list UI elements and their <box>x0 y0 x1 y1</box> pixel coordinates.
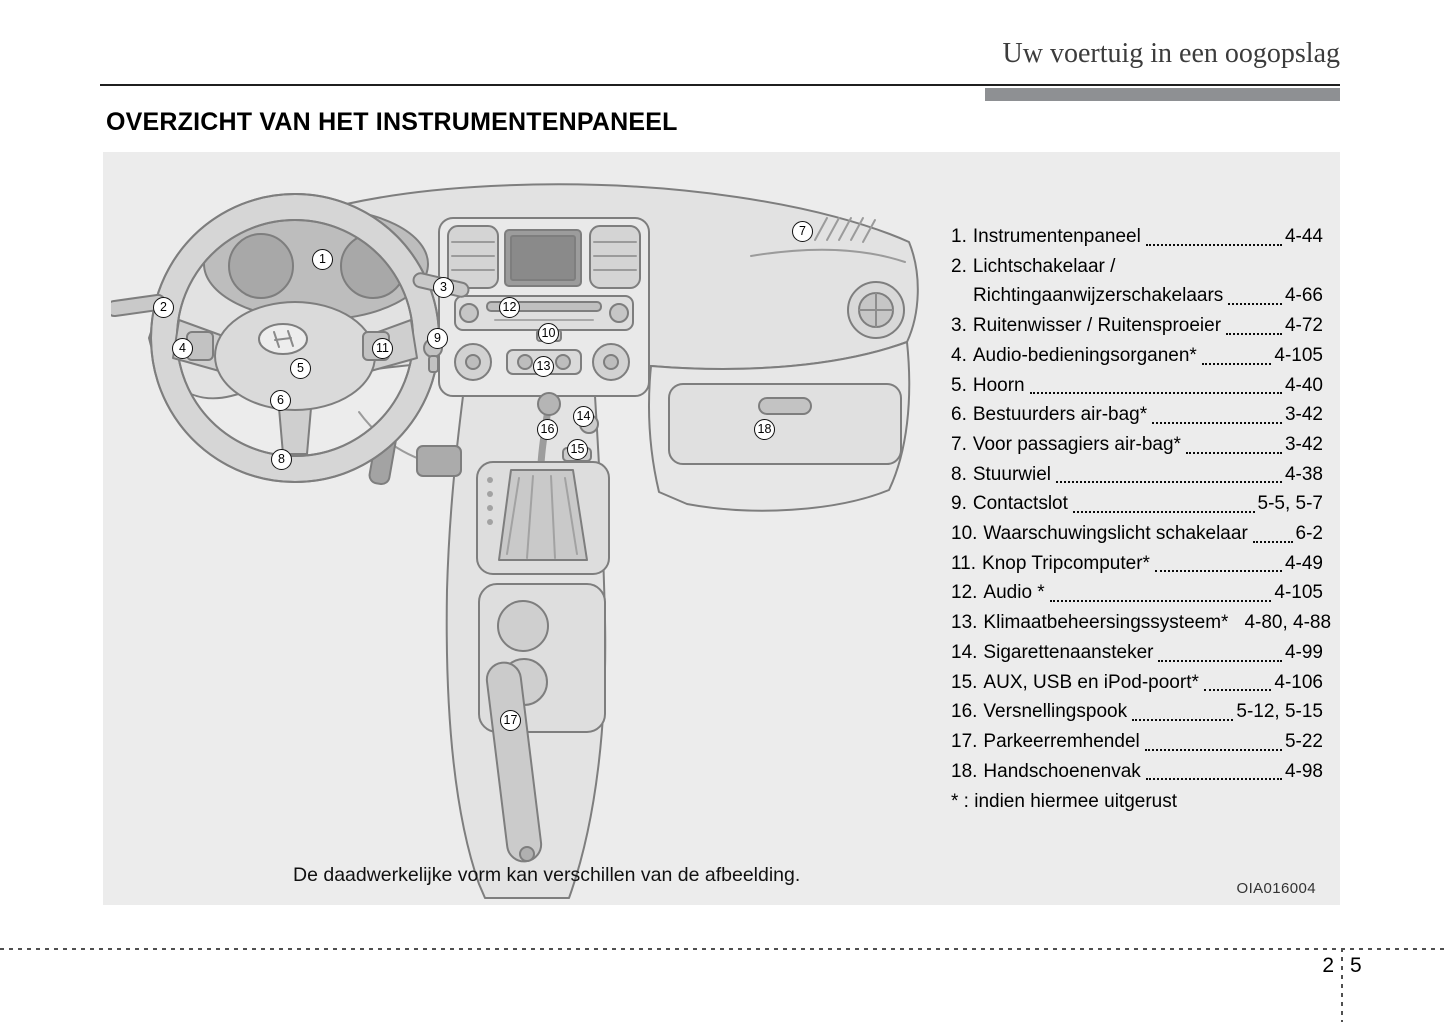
legend-label: Sigarettenaansteker <box>983 641 1154 663</box>
legend-leader <box>1233 630 1241 632</box>
legend-label: Waarschuwingslicht schakelaar <box>983 523 1248 545</box>
legend-number: 13. <box>951 612 978 634</box>
legend-leader <box>1132 719 1233 721</box>
legend-item <box>951 222 1323 252</box>
header-rule <box>100 84 1340 86</box>
legend-page-ref: 3-42 <box>1284 433 1323 455</box>
legend-page-ref: 4-40 <box>1284 374 1323 396</box>
callout-13: 13 <box>533 356 554 377</box>
legend-number: 5. <box>951 374 967 396</box>
figure-panel <box>103 152 1340 905</box>
legend-page-ref: 4-105 <box>1274 344 1323 366</box>
legend-label: Audio-bedieningsorganen* <box>972 344 1197 366</box>
dashboard-diagram <box>111 160 951 900</box>
legend-item <box>951 311 1323 341</box>
legend-item <box>951 460 1323 490</box>
legend-leader <box>1202 363 1272 365</box>
legend-label: Bestuurders air-bag* <box>972 404 1148 426</box>
legend-label: Knop Tripcomputer* <box>982 552 1150 574</box>
legend-label: Lichtschakelaar / <box>972 255 1116 277</box>
callout-4: 4 <box>172 338 193 359</box>
legend-line <box>951 400 1323 430</box>
legend-page-ref: 4-38 <box>1284 463 1323 485</box>
legend-page-ref: 4-66 <box>1284 285 1323 307</box>
glove-box-handle <box>759 398 811 414</box>
legend-leader <box>1073 511 1255 513</box>
legend-line <box>951 727 1323 757</box>
legend-item <box>951 400 1323 430</box>
legend-number: 1. <box>951 226 967 247</box>
callout-11: 11 <box>372 338 393 359</box>
callout-3: 3 <box>433 277 454 298</box>
legend-label: Klimaatbeheersingssysteem* <box>983 612 1229 634</box>
page-title: OVERZICHT VAN HET INSTRUMENTENPANEEL <box>106 108 678 136</box>
legend-item <box>951 252 1323 311</box>
legend-page-ref: 4-105 <box>1274 582 1323 604</box>
legend-label: Voor passagiers air-bag* <box>972 433 1181 455</box>
legend-page-ref: 5-5, 5-7 <box>1257 493 1323 515</box>
legend-item <box>951 578 1323 608</box>
legend-number: 15. <box>951 671 978 693</box>
legend-leader <box>1253 541 1293 543</box>
legend-label: Audio * <box>983 582 1045 604</box>
legend-line <box>951 578 1323 608</box>
callout-8: 8 <box>271 449 292 470</box>
legend-leader <box>1145 749 1282 751</box>
callout-5: 5 <box>290 358 311 379</box>
legend-page-ref: 4-49 <box>1284 552 1323 574</box>
callout-2: 2 <box>153 297 174 318</box>
legend-page-ref: 4-72 <box>1284 315 1323 337</box>
legend-label: Richtingaanwijzerschakelaars <box>973 285 1224 307</box>
legend-leader <box>1056 481 1282 483</box>
legend-line <box>951 281 1323 311</box>
callout-10: 10 <box>538 323 559 344</box>
callout-7: 7 <box>792 221 813 242</box>
legend-item <box>951 757 1323 787</box>
legend-item <box>951 697 1323 727</box>
legend-leader <box>1186 452 1282 454</box>
wheel-spoke-bottom <box>279 408 311 454</box>
callout-1: 1 <box>312 249 333 270</box>
legend-number: 18. <box>951 760 978 782</box>
legend-line <box>951 668 1323 698</box>
dashboard-line-art <box>111 160 951 900</box>
legend-label: Stuurwiel <box>972 463 1052 485</box>
callout-15: 15 <box>567 439 588 460</box>
callout-14: 14 <box>573 406 594 427</box>
legend-page-ref: 4-80, 4-88 <box>1244 612 1332 634</box>
legend-line <box>951 519 1323 549</box>
legend-label: Hoorn <box>972 374 1025 396</box>
legend-item <box>951 341 1323 371</box>
legend-page-ref: 3-42 <box>1284 404 1323 426</box>
legend-line <box>951 371 1323 401</box>
legend-label: Parkeerremhendel <box>983 730 1140 752</box>
legend-line <box>951 222 1323 252</box>
wheel-hub <box>215 302 375 410</box>
legend-leader <box>1228 303 1282 305</box>
callout-16: 16 <box>537 419 558 440</box>
legend-page-ref: 4-44 <box>1284 226 1323 247</box>
callout-18: 18 <box>754 419 775 440</box>
legend-leader <box>1155 570 1282 572</box>
legend-page-ref: 4-106 <box>1274 671 1323 693</box>
callout-17: 17 <box>500 710 521 731</box>
legend-number: 14. <box>951 641 978 663</box>
legend-line <box>951 638 1323 668</box>
legend-leader <box>1226 333 1282 335</box>
legend-line <box>951 549 1323 579</box>
legend-leader <box>1146 778 1282 780</box>
legend-leader <box>1158 660 1281 662</box>
legend-label: Ruitenwisser / Ruitensproeier <box>972 315 1222 337</box>
legend-line <box>951 341 1323 371</box>
legend-line <box>951 697 1323 727</box>
figure-caption: De daadwerkelijke vorm kan verschillen van de afbeelding. <box>293 864 801 886</box>
glove-box <box>669 384 901 464</box>
legend-line <box>951 252 1323 282</box>
legend-label: Instrumentenpaneel <box>972 226 1141 247</box>
legend-list <box>951 222 1332 786</box>
legend-number: 11. <box>951 552 977 574</box>
legend-item <box>951 371 1323 401</box>
callout-12: 12 <box>499 297 520 318</box>
legend-line <box>951 608 1332 638</box>
legend-leader <box>1050 600 1272 602</box>
legend-page-ref: 5-22 <box>1284 730 1323 752</box>
page-number-divider <box>1341 948 1343 1022</box>
callout-9: 9 <box>427 328 448 349</box>
legend-number: 9. <box>951 493 967 515</box>
legend-label: Versnellingspook <box>983 701 1128 723</box>
legend-number: 4. <box>951 344 967 366</box>
legend-line <box>951 757 1323 787</box>
callout-6: 6 <box>270 390 291 411</box>
legend-line <box>951 430 1323 460</box>
legend-number: 3. <box>951 315 967 337</box>
legend-leader <box>1204 689 1272 691</box>
chapter-header: Uw voertuig in een oogopslag <box>1002 38 1340 69</box>
legend-item <box>951 519 1323 549</box>
legend-line <box>951 460 1323 490</box>
legend-label: Handschoenenvak <box>983 760 1141 782</box>
hyundai-logo-icon <box>259 324 307 354</box>
legend-page-ref: 6-2 <box>1295 523 1323 545</box>
legend-item <box>951 608 1332 638</box>
legend-item <box>951 430 1323 460</box>
legend-leader <box>1152 422 1282 424</box>
legend-item <box>951 549 1323 579</box>
legend <box>951 222 1332 817</box>
legend-footnote: * : indien hiermee uitgerust <box>951 791 1178 813</box>
legend-number: 17. <box>951 730 978 752</box>
header-accent-bar <box>985 88 1340 101</box>
legend-number: 12. <box>951 582 978 604</box>
legend-number: 2. <box>951 255 967 277</box>
figure-code: OIA016004 <box>1236 880 1316 897</box>
legend-line <box>951 489 1323 519</box>
legend-label: AUX, USB en iPod-poort* <box>983 671 1199 693</box>
legend-number: 6. <box>951 404 967 426</box>
legend-page-ref: 4-98 <box>1284 760 1323 782</box>
legend-leader <box>1146 244 1282 246</box>
legend-number: 16. <box>951 701 978 723</box>
center-console <box>447 393 609 898</box>
legend-number: 8. <box>951 463 967 485</box>
legend-item <box>951 668 1323 698</box>
page-number-right: 5 <box>1350 954 1362 977</box>
legend-label: Contactslot <box>972 493 1068 515</box>
page-number-left: 2 <box>1322 954 1334 977</box>
legend-number: 7. <box>951 433 967 455</box>
legend-number: 10. <box>951 523 978 545</box>
legend-line <box>951 311 1323 341</box>
legend-page-ref: 5-12, 5-15 <box>1236 701 1323 723</box>
legend-leader <box>1030 392 1282 394</box>
legend-item <box>951 727 1323 757</box>
legend-item <box>951 638 1323 668</box>
legend-page-ref: 4-99 <box>1284 641 1323 663</box>
legend-item <box>951 489 1323 519</box>
footer-dashed-line <box>0 948 1445 950</box>
